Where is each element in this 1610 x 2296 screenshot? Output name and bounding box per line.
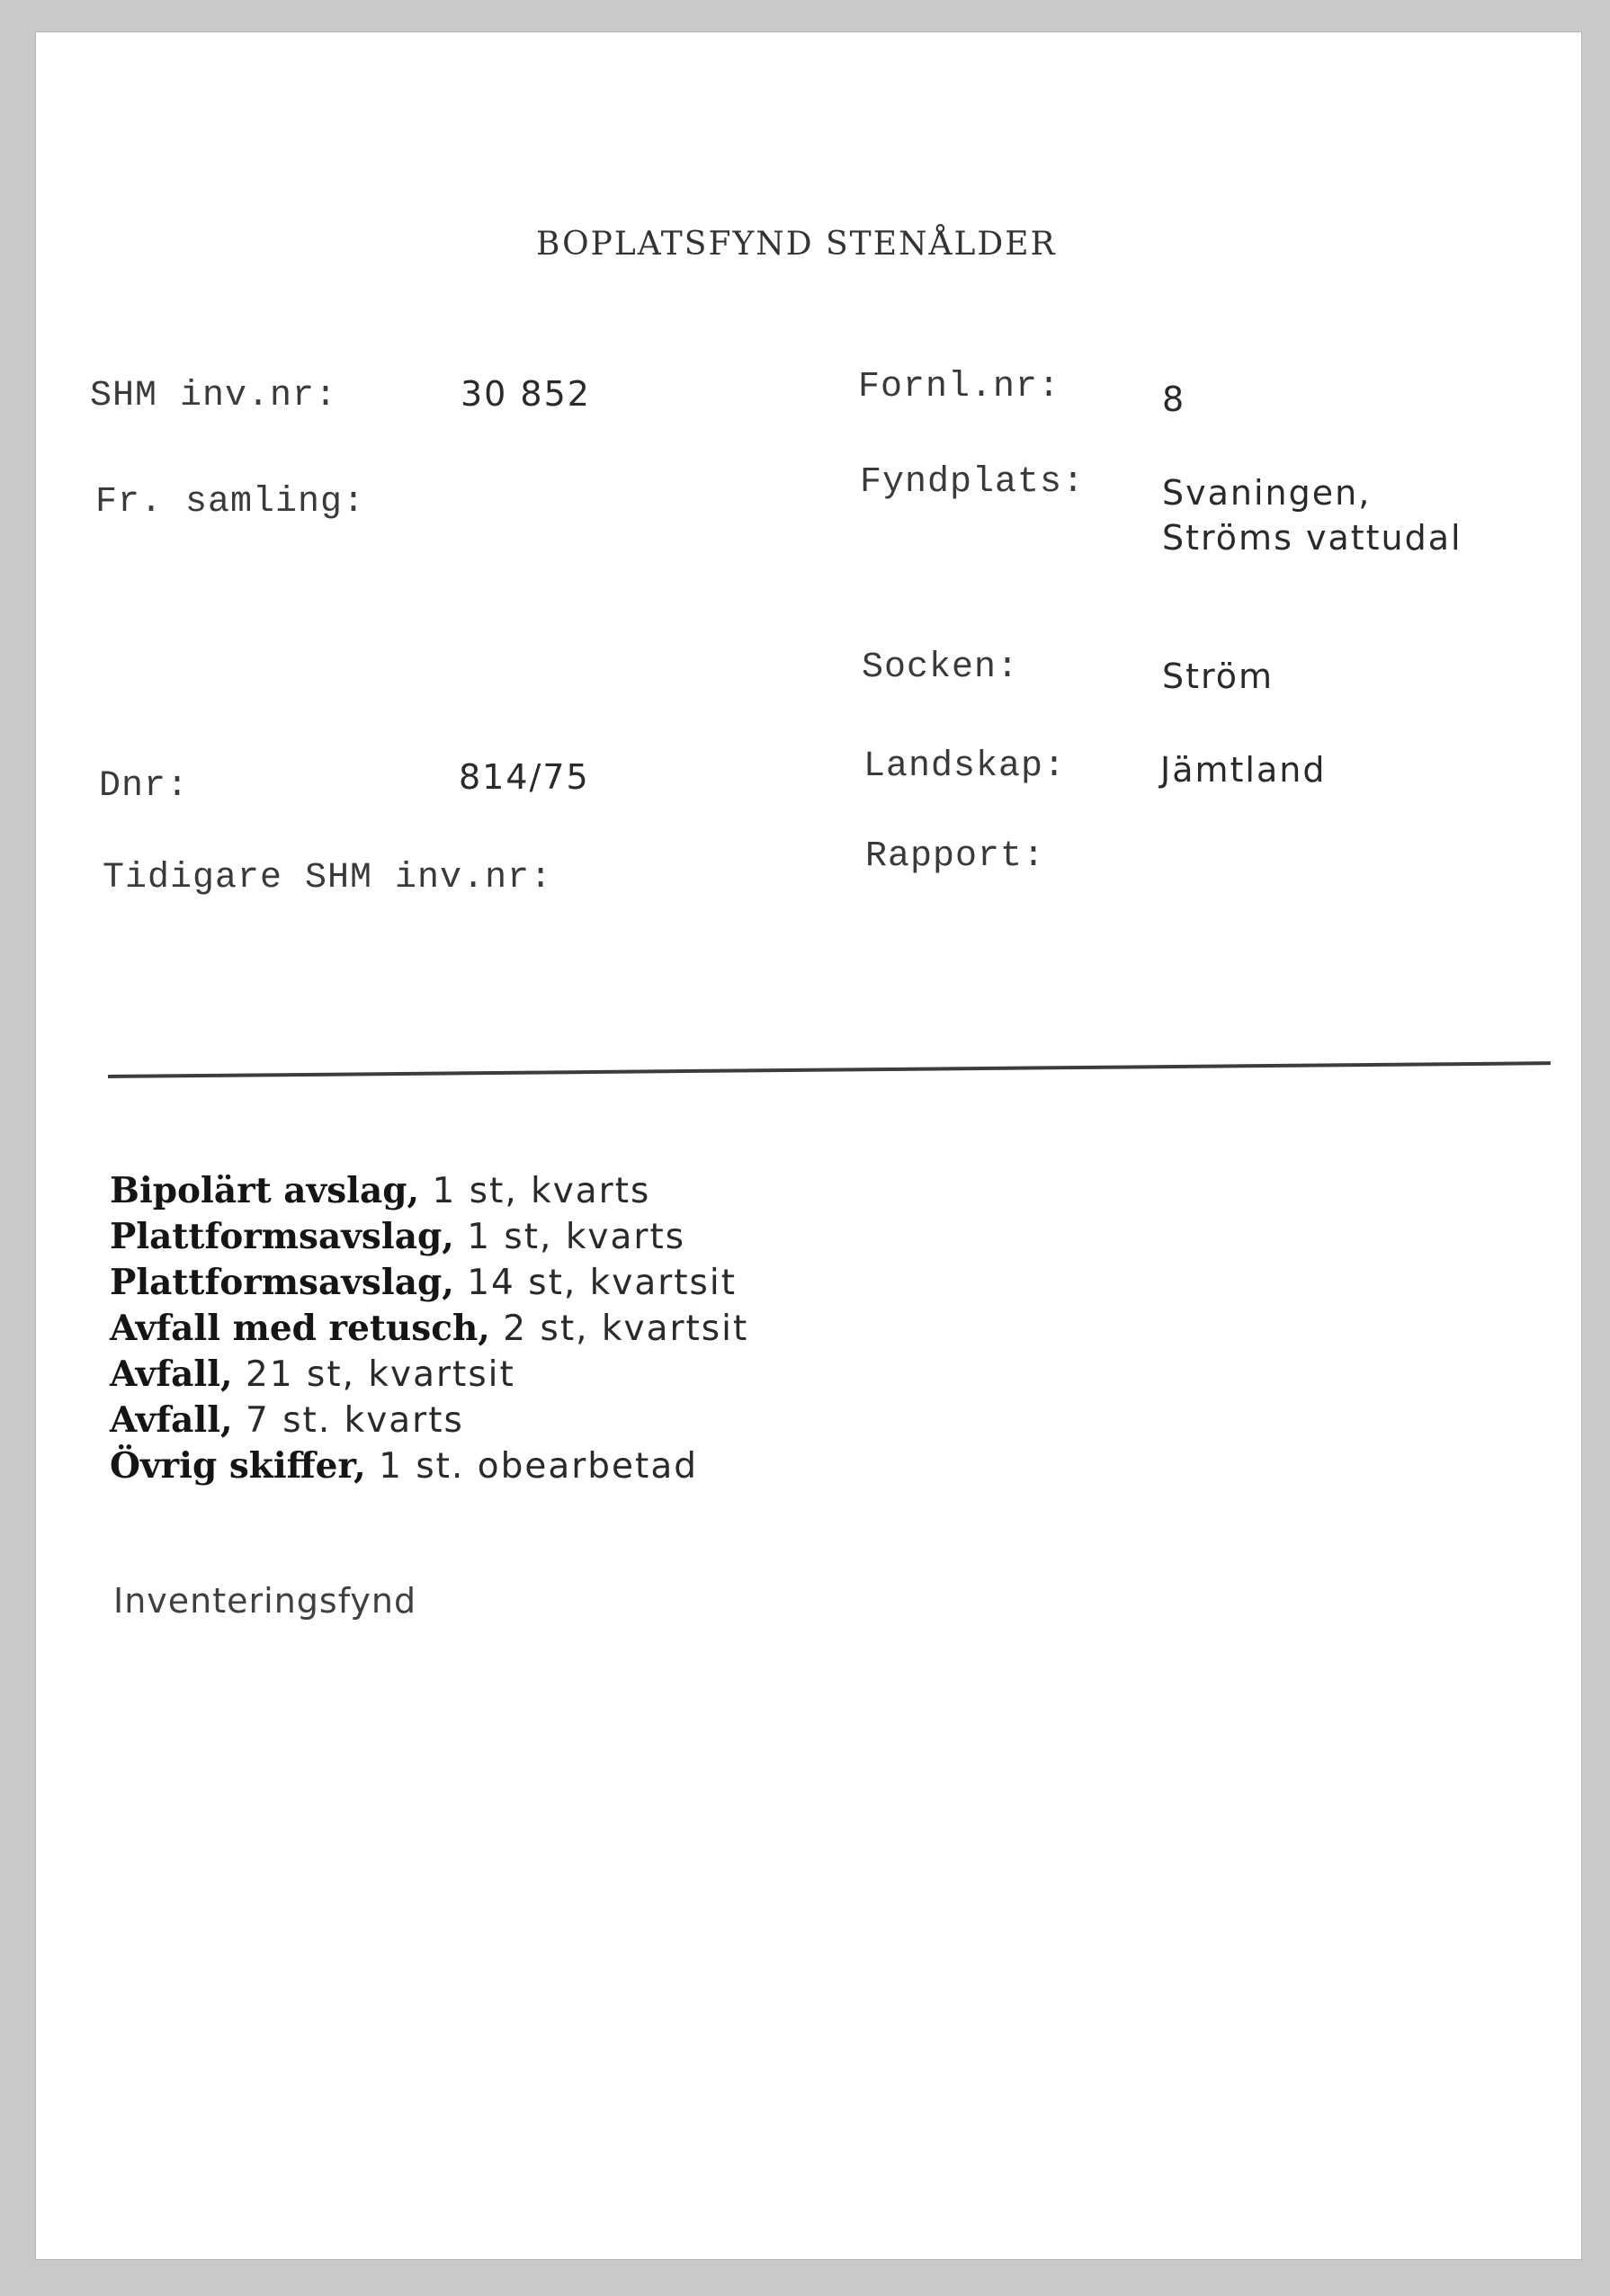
dnr-value: 814/75: [459, 757, 590, 797]
find-item-name: Avfall,: [110, 1353, 233, 1395]
shm-inv-nr-value: 30 852: [461, 374, 591, 414]
tidigare-shm-inv-nr-label: Tidigare SHM inv.nr:: [103, 858, 553, 898]
find-item: [110, 1398, 748, 1443]
fornl-nr-value: 8: [1162, 380, 1186, 419]
find-item-details: 1 st. obearbetad: [365, 1446, 699, 1487]
find-item-details: 7 st. kvarts: [232, 1400, 464, 1441]
fyndplats-value-line1: Svaningen,: [1162, 473, 1372, 513]
fyndplats-value-line2: Ströms vattudal: [1162, 518, 1462, 558]
find-item: [110, 1306, 748, 1352]
find-item-details: 2 st, kvartsit: [489, 1309, 749, 1349]
find-item: [110, 1260, 748, 1306]
socken-label: Socken:: [862, 648, 1020, 688]
find-item-name: Övrig skiffer,: [110, 1445, 366, 1487]
card-title: BOPLATSFYND STENÅLDER: [536, 226, 1057, 263]
find-item-name: Bipolärt avslag,: [110, 1170, 420, 1211]
find-item-details: 1 st, kvarts: [419, 1171, 651, 1211]
rapport-label: Rapport:: [865, 836, 1046, 877]
divider-line: [108, 1061, 1551, 1078]
landskap-value: Jämtland: [1160, 750, 1327, 790]
find-item-details: 21 st, kvartsit: [232, 1354, 515, 1395]
find-item-name: Plattformsavslag,: [110, 1262, 454, 1303]
landskap-label: Landskap:: [863, 746, 1067, 787]
fyndplats-label: Fyndplats:: [860, 462, 1086, 503]
dnr-label: Dnr:: [99, 766, 190, 807]
catalog-card: [36, 32, 1581, 2259]
find-item-details: 14 st, kvartsit: [453, 1263, 737, 1303]
find-item-name: Plattformsavslag,: [110, 1216, 454, 1257]
find-item-details: 1 st, kvarts: [453, 1217, 686, 1257]
fr-samling-label: Fr. samling:: [95, 482, 366, 523]
find-item-name: Avfall med retusch,: [110, 1308, 490, 1349]
find-item: [110, 1168, 748, 1214]
find-item: [110, 1443, 748, 1489]
find-item: [110, 1214, 748, 1260]
find-item-name: Avfall,: [110, 1399, 233, 1441]
fornl-nr-label: Fornl.nr:: [858, 367, 1061, 407]
shm-inv-nr-label: SHM inv.nr:: [90, 376, 338, 416]
socken-value: Ström: [1162, 657, 1275, 696]
find-item: [110, 1352, 748, 1398]
inventory-note: Inventeringsfynd: [113, 1581, 417, 1621]
finds-list: [110, 1168, 748, 1489]
